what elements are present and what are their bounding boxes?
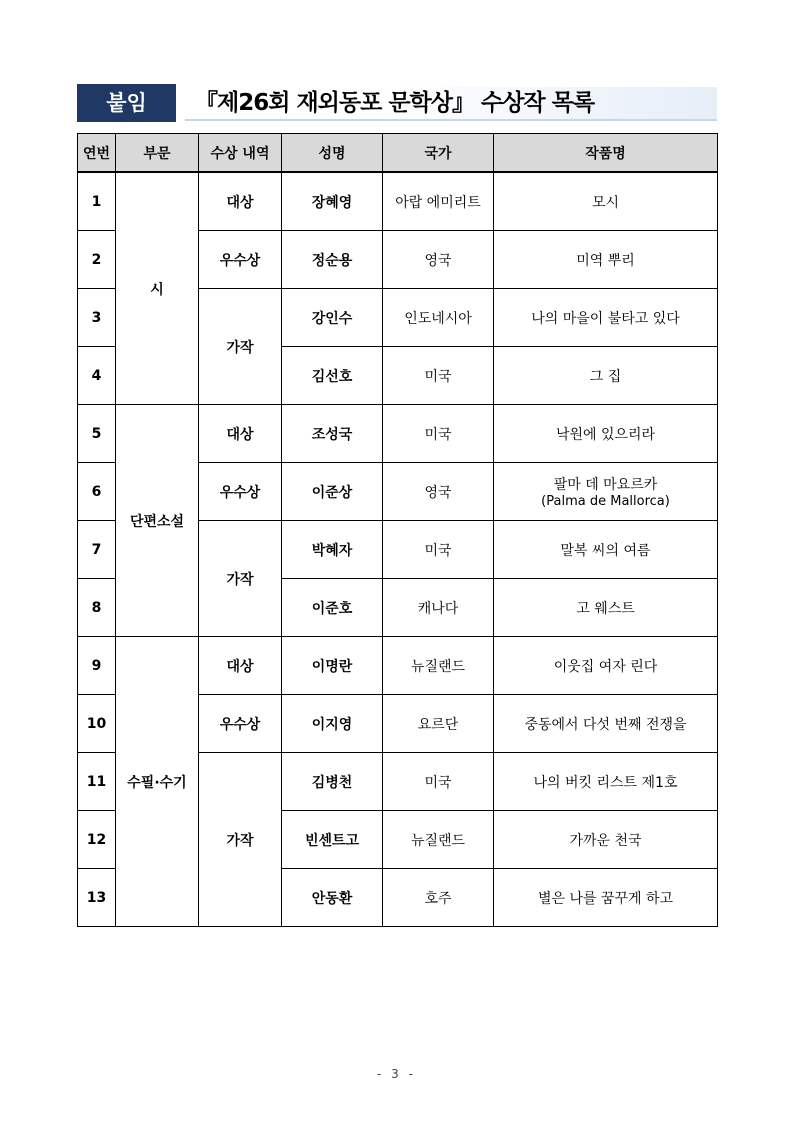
country-cell: 인도네시아 — [383, 289, 494, 347]
work-title: 낙원에 있으리라 — [494, 405, 718, 463]
country-cell: 호주 — [383, 869, 494, 927]
award-cell: 우수상 — [199, 695, 282, 753]
winner-name: 조성국 — [282, 405, 383, 463]
work-title: 고 웨스트 — [494, 579, 718, 637]
row-number: 7 — [78, 521, 116, 579]
country-cell: 뉴질랜드 — [383, 811, 494, 869]
row-number: 5 — [78, 405, 116, 463]
row-number: 3 — [78, 289, 116, 347]
page-title: 『제26회 재외동포 문학상』 수상작 목록 — [195, 90, 595, 116]
work-title: 그 집 — [494, 347, 718, 405]
row-number: 11 — [78, 753, 116, 811]
award-cell: 대상 — [199, 172, 282, 231]
winner-name: 김병천 — [282, 753, 383, 811]
row-number: 9 — [78, 637, 116, 695]
award-cell: 우수상 — [199, 463, 282, 521]
winner-name: 이지영 — [282, 695, 383, 753]
work-title-cell — [494, 463, 718, 521]
row-number: 8 — [78, 579, 116, 637]
work-title: 별은 나를 꿈꾸게 하고 — [494, 869, 718, 927]
winner-name: 이준상 — [282, 463, 383, 521]
row-number: 4 — [78, 347, 116, 405]
category-cell: 시 — [116, 172, 199, 405]
country-cell: 미국 — [383, 521, 494, 579]
country-cell: 미국 — [383, 753, 494, 811]
work-title: 이웃집 여자 린다 — [494, 637, 718, 695]
page-header — [77, 84, 717, 122]
award-cell: 우수상 — [199, 231, 282, 289]
row-number: 1 — [78, 172, 116, 231]
attachment-badge: 붙임 — [77, 84, 176, 122]
row-number: 2 — [78, 231, 116, 289]
work-title: 미역 뿌리 — [494, 231, 718, 289]
table-row — [78, 405, 718, 463]
work-title: 나의 버킷 리스트 제1호 — [494, 753, 718, 811]
column-header-work: 작품명 — [494, 134, 718, 173]
award-list-table — [77, 133, 718, 927]
column-header-name: 성명 — [282, 134, 383, 173]
page-number: - 3 - — [377, 1067, 416, 1081]
country-cell: 뉴질랜드 — [383, 637, 494, 695]
award-cell: 가작 — [199, 753, 282, 927]
country-cell: 미국 — [383, 347, 494, 405]
winner-name: 박혜자 — [282, 521, 383, 579]
column-header-award: 수상 내역 — [199, 134, 282, 173]
winner-name: 정순용 — [282, 231, 383, 289]
table-header-row — [78, 134, 718, 173]
table-row — [78, 637, 718, 695]
award-cell: 대상 — [199, 405, 282, 463]
row-number: 6 — [78, 463, 116, 521]
work-title: 말복 씨의 여름 — [494, 521, 718, 579]
country-cell: 아랍 에미리트 — [383, 172, 494, 231]
row-number: 13 — [78, 869, 116, 927]
winner-name: 이명란 — [282, 637, 383, 695]
winner-name: 안동환 — [282, 869, 383, 927]
country-cell: 요르단 — [383, 695, 494, 753]
work-title: 팔마 데 마요르카 — [553, 477, 658, 493]
award-cell: 가작 — [199, 521, 282, 637]
row-number: 10 — [78, 695, 116, 753]
country-cell: 미국 — [383, 405, 494, 463]
award-cell: 가작 — [199, 289, 282, 405]
winner-name: 김선호 — [282, 347, 383, 405]
category-cell: 수필·수기 — [116, 637, 199, 927]
work-title: 모시 — [494, 172, 718, 231]
winner-name: 이준호 — [282, 579, 383, 637]
column-header-number: 연번 — [78, 134, 116, 173]
award-cell: 대상 — [199, 637, 282, 695]
winner-name: 장혜영 — [282, 172, 383, 231]
table-row — [78, 172, 718, 231]
winner-name: 빈센트고 — [282, 811, 383, 869]
column-header-country: 국가 — [383, 134, 494, 173]
country-cell: 영국 — [383, 463, 494, 521]
winner-name: 강인수 — [282, 289, 383, 347]
work-title: 중동에서 다섯 번째 전쟁을 — [494, 695, 718, 753]
work-title: 가까운 천국 — [494, 811, 718, 869]
row-number: 12 — [78, 811, 116, 869]
country-cell: 영국 — [383, 231, 494, 289]
work-title-subtitle: (Palma de Mallorca) — [541, 494, 670, 509]
column-header-category: 부문 — [116, 134, 199, 173]
work-title: 나의 마을이 불타고 있다 — [494, 289, 718, 347]
category-cell: 단편소설 — [116, 405, 199, 637]
country-cell: 캐나다 — [383, 579, 494, 637]
